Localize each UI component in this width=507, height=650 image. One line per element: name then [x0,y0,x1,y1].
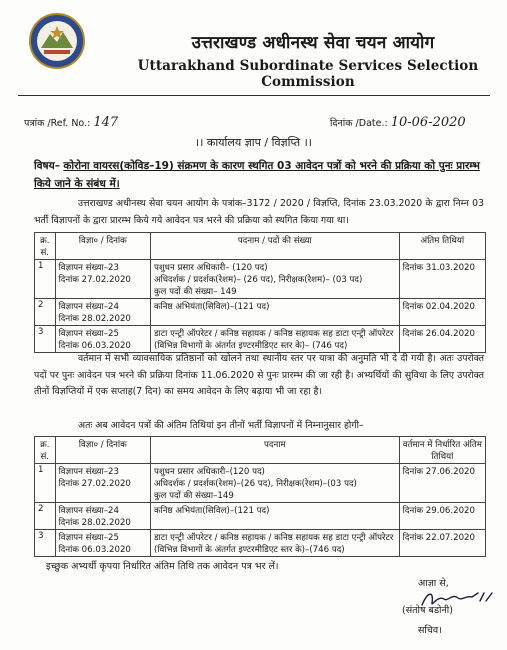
ad-number: विज्ञापन संख्या–25 [58,329,119,339]
ad-date: दिनांक 06.03.2020 [58,545,131,555]
cell-posts [150,260,399,299]
table-row [35,299,486,326]
ad-number: विज्ञापन संख्या–24 [58,506,119,516]
document-date [330,115,466,130]
ad-date: दिनांक 06.03.2020 [58,341,131,351]
commission-emblem-icon [28,12,86,70]
cell-ad [55,260,150,299]
ad-number: विज्ञापन संख्या–23 [58,263,119,273]
cell-deadline: दिनांक 31.03.2020 [399,260,485,299]
post-line: पशुधन प्रसार अधिकारी– (120 पद) [153,263,268,273]
cell-ad [55,464,150,503]
cell-sn: 2 [35,503,56,530]
cell-deadline: दिनांक 26.04.2020 [399,326,485,353]
cell-posts [150,326,399,353]
suspended-ads-table [34,232,486,353]
col-header-date: अंतिम तिथियां [399,233,485,260]
ad-date: दिनांक 27.02.2020 [58,275,131,285]
table-row [35,530,486,557]
table-header-row [35,437,486,464]
cell-ad [55,326,150,353]
col-header-sn: क्र. सं. [35,233,56,260]
post-line: कनिष्ठ अभियंता(सिविल)–(121 पद) [153,302,270,312]
post-line: डाटा एन्ट्री ऑपरेटर / कनिष्ठ सहायक / कनिष्ठ सहायक सह डाटा एन्ट्री ऑपरेटर [153,533,394,543]
post-line: (विभिन्न विभागों के अंतर्गत इण्टरमीडिएट स्तर के)–(746 पद) [153,545,345,555]
post-line: अधिदर्शक / प्रदर्शक(रेशम)– (26 पद), निरीक्षक(रेशम)– (03 पद) [153,275,363,285]
org-name-hindi: उत्तराखण्ड अधीनस्थ सेवा चयन आयोग [191,33,435,53]
col-header-posts: पदनाम [150,437,399,464]
cell-posts [150,530,399,557]
col-header-ad: विज्ञा० / दिनांक [55,437,150,464]
org-name-english: Uttarakhand Subordinate Services Selection Commission [137,58,479,90]
post-line: कुल पदों की संख्या–149 [153,491,234,501]
signer-name: (संतोष बडोनी) [402,605,453,616]
document-title: ।। कार्यालय ज्ञाप / विज्ञप्ति ।। [195,136,312,149]
subject-label: विषय– [34,160,60,172]
table-header-row [35,233,486,260]
date-value: 10-06-2020 [390,115,466,130]
post-line: (विभिन्न विभागों के अंतर्गत इण्टरमीडिएट स्तर के)– (746 पद) [153,341,348,351]
ad-number: विज्ञापन संख्या–23 [58,467,119,477]
post-line: डाटा एन्ट्री ऑपरेटर / कनिष्ठ सहायक / कनिष्ठ सहायक सह डाटा एन्ट्री ऑपरेटर [153,329,394,339]
ad-date: दिनांक 28.02.2020 [58,314,131,324]
col-header-ad: विज्ञा० / दिनांक [55,233,150,260]
ad-date: दिनांक 28.02.2020 [58,518,131,528]
resumption-paragraph: वर्तमान में सभी व्यावसायिक प्रतिष्ठानों को खोलने तथा स्थानीय स्तर पर यात्रा की अनुमति भी दे दी गयी है। अतः उपरोक्त पदों पर पुनः आवेदन पत्र भरने की प्रक्रिया दिनांक 11.06.2020 से पुनः प्रारम्भ की जा रही है। अभ्यर्थियों की सुविधा के लिए उपरोक्त तीनों विज्ञप्तियों में एक सप्ताह(7 दिन) का समय आवेदन के लिए बढ़ाया भी जा रहा है। [34,353,484,397]
revised-deadlines-table [34,436,486,557]
cell-sn: 2 [35,299,56,326]
table-row [35,260,486,299]
col-header-date: वर्तमान में निर्धारित अंतिम तिथियां [399,437,485,464]
subject-line [34,157,484,193]
table-row [35,503,486,530]
cell-ad [55,530,150,557]
cell-posts [150,464,399,503]
signer-designation: सचिव। [418,625,442,636]
subject-text: कोरोना वायरस(कोविड–19) संक्रमण के कारण स्थगित 03 आवेदन पत्रों को भरने की प्रक्रिया को पुनः प्रारम्भ किये जाने के संबंध में। [34,160,480,190]
cell-deadline: दिनांक 22.07.2020 [399,530,485,557]
closing-line: इच्छुक अभ्यर्थी कृपया निर्धारित अंतिम तिथि तक आवेदन पत्र भर लें। [46,561,279,572]
by-order-text: आज्ञा से, [418,578,449,589]
ad-date: दिनांक 27.02.2020 [58,479,131,489]
post-line: अधिदर्शक / प्रदर्शक(रेशम)–(26 पद), निरीक्षक(रेशम)–(03 पद) [153,479,357,489]
cell-sn: 1 [35,464,56,503]
cell-posts [150,503,399,530]
cell-posts [150,299,399,326]
cell-deadline: दिनांक 29.06.2020 [399,503,485,530]
cell-sn: 3 [35,326,56,353]
col-header-posts: पदनाम / पदों की संख्या [150,233,399,260]
post-line: कनिष्ठ अभियंता(सिविल)–(121 पद) [153,506,270,516]
intro-paragraph: उत्तराखण्ड अधीनस्थ सेवा चयन आयोग के पत्रांक–3172 / 2020 / विज्ञप्ति, दिनांक 23.03.2020 के द्वारा निम्न 03 भर्ती विज्ञापनों के द्वारा प्रारम्भ किये गये आवेदन पत्र भरने की प्रक्रिया को स्थगित किया गया था। [34,198,484,226]
cell-sn: 1 [35,260,56,299]
table-row [35,326,486,353]
cell-deadline: दिनांक 02.04.2020 [399,299,485,326]
table-row [35,464,486,503]
post-line: कुल पदों की संख्या– 149 [153,287,237,297]
cell-sn: 3 [35,530,56,557]
ref-label: पत्रांक /Ref. No.: [24,118,91,129]
cell-ad [55,299,150,326]
ref-value: 147 [93,115,119,130]
reference-number [24,115,118,130]
post-line: पशुधन प्रसार अधिकारी–(120 पद) [153,467,265,477]
ad-number: विज्ञापन संख्या–25 [58,533,119,543]
ad-number: विज्ञापन संख्या–24 [58,302,119,312]
cell-deadline: दिनांक 27.06.2020 [399,464,485,503]
header-divider [18,95,490,96]
col-header-sn: क्र. सं. [35,437,56,464]
cell-ad [55,503,150,530]
date-label: दिनांक /Date.: [330,118,388,129]
new-deadlines-intro: अतः अब आवेदन पत्रों की अंतिम तिथियां इन तीनों भर्ती विज्ञापनों में निम्नानुसार होगी– [78,420,364,431]
